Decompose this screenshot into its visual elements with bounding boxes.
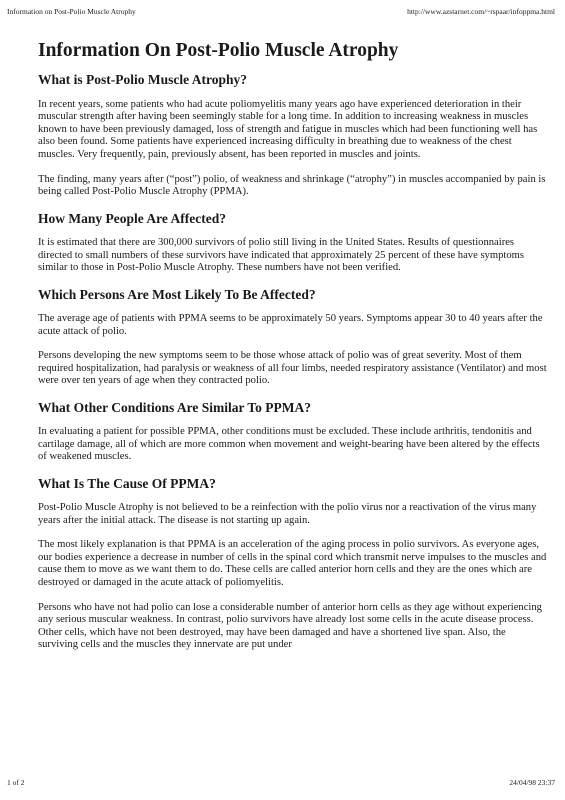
page-header-url: http://www.azstarnet.com/~rspaar/infoppma.html xyxy=(407,7,555,16)
document-title: Information On Post-Polio Muscle Atrophy xyxy=(38,40,399,61)
document-body xyxy=(38,40,548,664)
print-timestamp: 24/04/98 23:37 xyxy=(509,778,555,787)
paragraph: In evaluating a patient for possible PPMA, other conditions must be excluded. These include arthritis, tendonitis and cartilage damage, all of which are more common when movement and weight-bearing have been altered by the effects of weakened muscles. xyxy=(38,426,540,463)
section-what-is-ppma xyxy=(38,72,548,198)
section-heading: How Many People Are Affected? xyxy=(38,210,226,226)
paragraph: The most likely explanation is that PPMA is an acceleration of the aging process in polio survivors. As everyone ages, our bodies experience a decrease in number of cells in the spinal cord which transmit nerve impulses to the muscles and cause them to move as we want them to do. These cells are called anterior horn cells and they are the ones which are destroyed or damaged in the acute attack of poliomyelitis. xyxy=(38,539,547,589)
section-similar-conditions xyxy=(38,400,548,464)
paragraph: The finding, many years after (“post”) polio, of weakness and shrinkage (“atrophy”) in muscles accompanied by pain is being called Post-Polio Muscle Atrophy (PPMA). xyxy=(38,173,546,198)
page-number: 1 of 2 xyxy=(7,778,25,787)
paragraph: In recent years, some patients who had acute poliomyelitis many years ago have experienced deterioration in their muscular strength after having been seemingly stable for a long time. In addition to increasing weakness in muscles known to have been previously damaged, loss of strength and fatigue in muscles which had been functioning well has also been found. Some patients have experienced increasing difficulty in breathing due to weakness of the chest muscles. Very frequently, pain, previously absent, has been reported in muscles and joints. xyxy=(38,98,538,160)
section-heading: What is Post-Polio Muscle Atrophy? xyxy=(38,72,247,88)
paragraph: Post-Polio Muscle Atrophy is not believed to be a reinfection with the polio virus nor a reactivation of the virus many years after the initial attack. The disease is not starting up again. xyxy=(38,502,537,526)
paragraph: Persons who have not had polio can lose a considerable number of anterior horn cells as they age without experiencing any serious muscular weakness. In contrast, polio survivors have already lost some cells in the acute disease process. Other cells, which have not been destroyed, may have been damaged and have a shortened live span. Also, the surviving cells and the muscles they innervate are put under xyxy=(38,601,542,651)
paragraph: It is estimated that there are 300,000 survivors of polio still living in the United States. Results of questionnaires directed to small numbers of these survivors have indicated that approximately 25 percent of these have symptoms similar to those in Post-Polio Muscle Atrophy. These numbers have not been verified. xyxy=(38,236,524,274)
section-heading: What Other Conditions Are Similar To PPMA? xyxy=(38,399,312,415)
paragraph: The average age of patients with PPMA seems to be approximately 50 years. Symptoms appear 30 to 40 years after the acute attack of polio. xyxy=(38,312,543,337)
section-who-affected xyxy=(38,287,548,388)
section-how-many-affected xyxy=(38,211,548,275)
section-heading: Which Persons Are Most Likely To Be Affected? xyxy=(38,286,316,302)
section-heading: What Is The Cause Of PPMA? xyxy=(38,475,216,491)
paragraph: Persons developing the new symptoms seem to be those whose attack of polio was of great severity. Most of them required hospitalization, had paralysis or weakness of all four limbs, needed respiratory assistance (Ventilator) and most were over ten years of age when they contracted polio. xyxy=(38,350,547,387)
page-header-title: Information on Post-Polio Muscle Atrophy xyxy=(7,7,136,16)
section-cause xyxy=(38,476,548,652)
